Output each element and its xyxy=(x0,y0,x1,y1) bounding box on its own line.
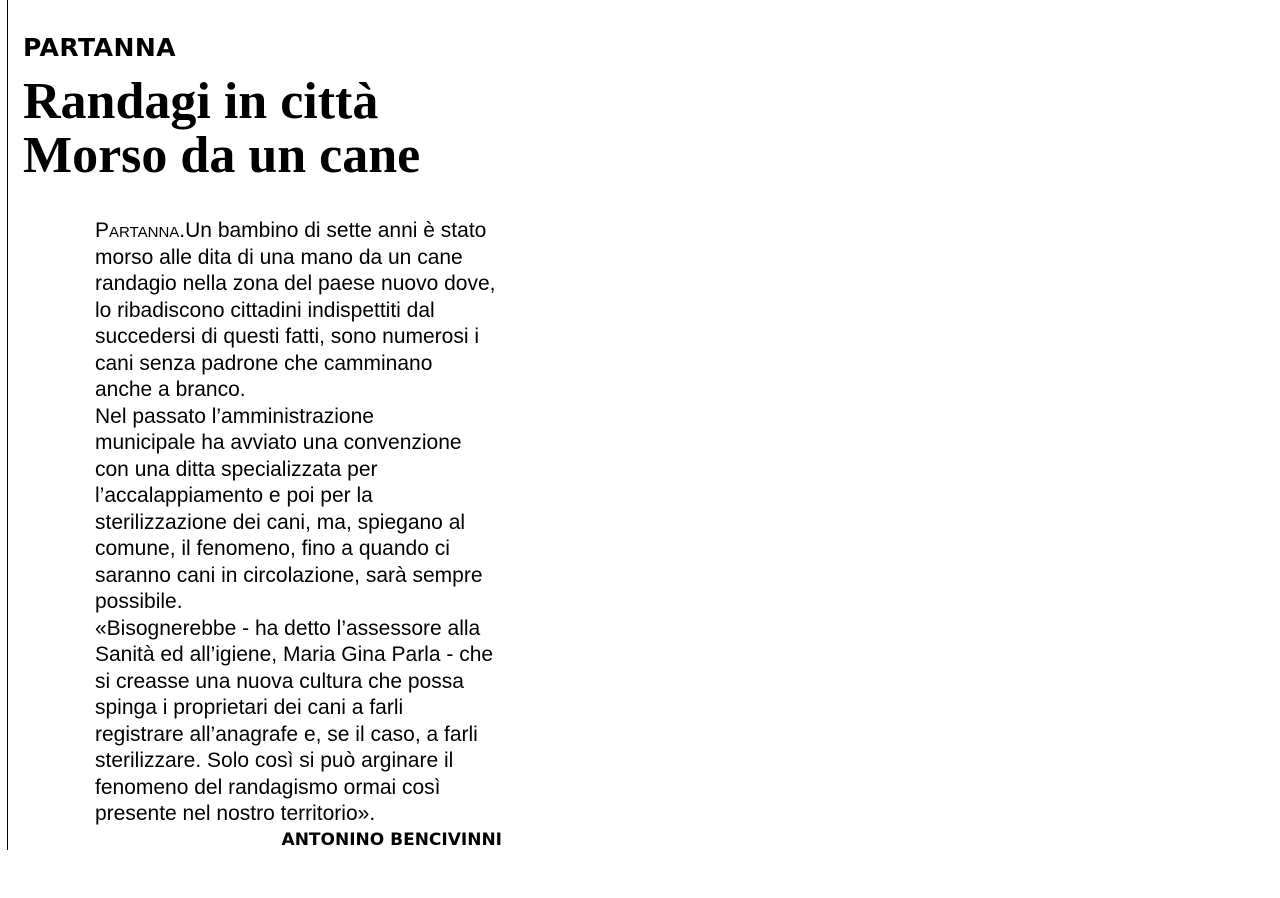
section-kicker: PARTANNA xyxy=(23,33,177,62)
body-line: sterilizzare. Solo così si può arginare il xyxy=(95,749,454,772)
column-rule xyxy=(7,0,8,850)
body-line: morso alle dita di una mano da un cane xyxy=(95,245,463,269)
body-line: saranno cani in circolazione, sarà sempre xyxy=(95,563,483,587)
body-line: presente nel nostro territorio». xyxy=(95,802,376,825)
body-line: lo ribadiscono cittadini indispettiti dal xyxy=(95,298,435,322)
body-line: Nel passato l’amministrazione xyxy=(95,404,374,428)
body-line: l’accalappiamento e poi per la xyxy=(95,484,373,507)
body-line: fenomeno del randagismo ormai così xyxy=(95,775,441,799)
body-line: succedersi di questi fatti, sono numerosi i xyxy=(95,325,480,348)
body-line: sterilizzazione dei cani, ma, spiegano al xyxy=(95,510,466,534)
headline xyxy=(23,75,420,183)
dateline: Partanna. xyxy=(95,219,186,242)
body-line: «Bisognerebbe - ha detto l’assessore alla xyxy=(95,616,481,640)
body-line: con una ditta specializzata per xyxy=(95,457,378,481)
author-byline: ANTONINO BENCIVINNI xyxy=(281,830,502,850)
body-line: registrare all’anagrafe e, se il caso, a farli xyxy=(95,722,478,746)
body-line: cani senza padrone che camminano xyxy=(95,351,433,375)
body-line: Sanità ed all’igiene, Maria Gina Parla - che xyxy=(95,643,494,666)
body-line: si creasse una nuova cultura che possa xyxy=(95,669,464,693)
headline-line: Randagi in città xyxy=(23,73,379,130)
body-line xyxy=(95,218,505,245)
body-line: spinga i proprietari dei cani a farli xyxy=(95,696,404,719)
body-line: randagio nella zona del paese nuovo dove, xyxy=(95,272,496,295)
body-line: possibile. xyxy=(95,590,183,613)
article-body xyxy=(95,218,505,828)
headline-line: Morso da un cane xyxy=(23,127,421,184)
body-line: municipale ha avviato una convenzione xyxy=(95,431,462,454)
body-line: comune, il fenomeno, fino a quando ci xyxy=(95,537,450,560)
body-text: Un bambino di sette anni è stato xyxy=(185,219,487,242)
body-line: anche a branco. xyxy=(95,378,246,401)
